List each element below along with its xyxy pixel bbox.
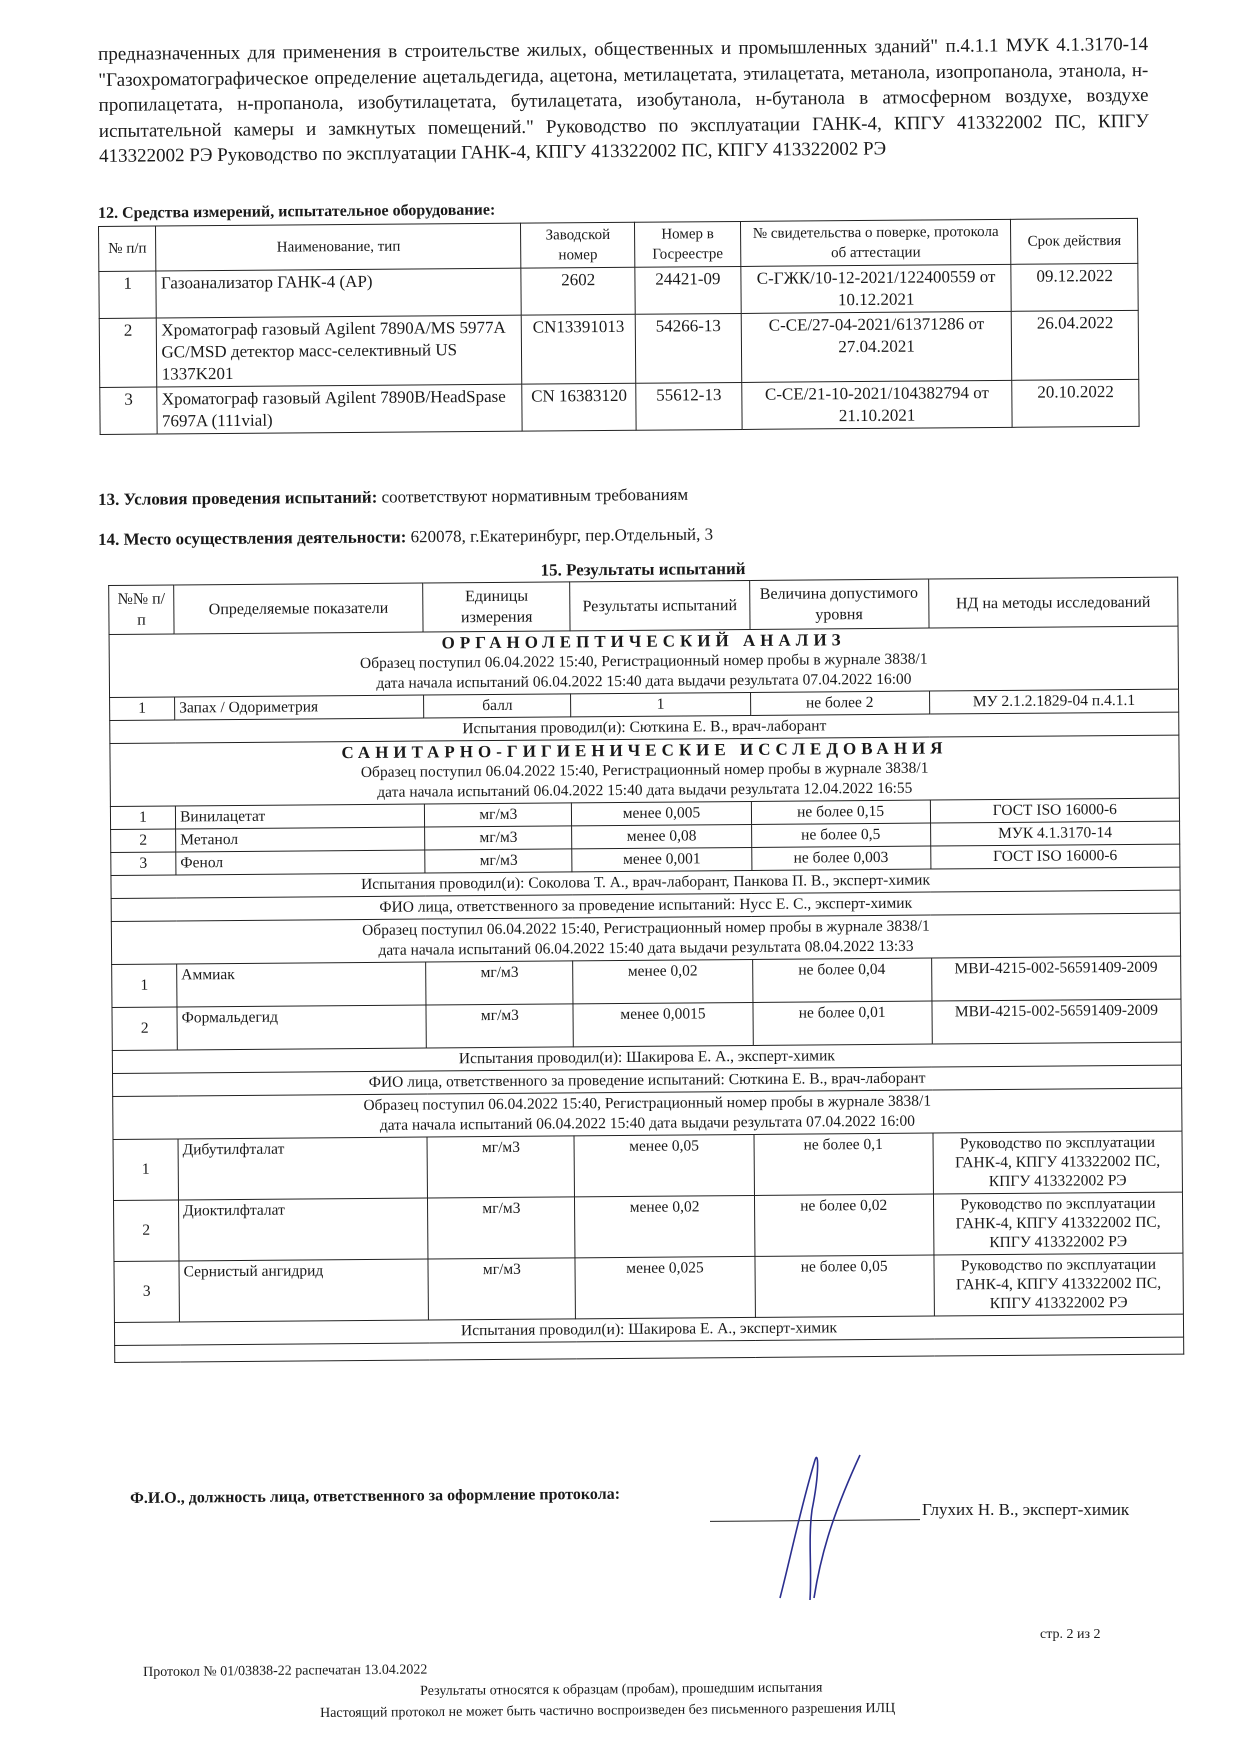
cell-result: менее 0,0015 — [573, 1002, 752, 1046]
handwritten-signature — [760, 1450, 870, 1600]
footer-note-reproduction: Настоящий протокол не может быть частично воспроизведен без письменного разрешения ИЛЦ — [320, 1700, 896, 1721]
cell-indicator: Метанол — [176, 827, 425, 852]
cell-method: Руководство по эксплуатации ГАНК-4, КПГУ 413322002 ПС, КПГУ 413322002 РЭ — [934, 1253, 1184, 1316]
cell-number: 1 — [113, 1139, 179, 1201]
cell-number: 1 — [112, 964, 177, 1008]
col-valid: Срок действия — [1011, 218, 1138, 264]
results-header-row — [109, 577, 1178, 634]
cell-number: 3 — [111, 852, 176, 876]
result-row — [113, 1192, 1182, 1261]
section-13-value: соответствуют нормативным требованиям — [381, 484, 689, 507]
signature-stroke — [814, 1455, 860, 1598]
cell-result: менее 0,005 — [572, 801, 751, 825]
signature-stroke — [780, 1457, 818, 1600]
cell-result: менее 0,08 — [572, 824, 751, 848]
cell-limit: не более 2 — [750, 691, 929, 715]
section-13 — [98, 485, 688, 510]
cell-name: Хроматограф газовый Agilent 7890B/HeadSpase 7697A (111vial) — [157, 384, 522, 434]
cell-indicator: Дибутилфталат — [178, 1137, 428, 1200]
col-result: Результаты испытаний — [570, 580, 750, 630]
sample-dates: дата начала испытаний 06.04.2022 15:40 дата выдачи результата 08.04.2022 13:33 — [378, 937, 914, 959]
cell-limit: не более 0,003 — [751, 846, 930, 870]
results-table — [108, 577, 1184, 1363]
cell-unit: балл — [424, 694, 571, 718]
footer-note-results: Результаты относятся к образцам (пробам), прошедшим испытания — [420, 1680, 823, 1699]
cell-limit: не более 0,15 — [751, 800, 930, 824]
sample-info-row — [109, 626, 1178, 697]
col-name: Наименование, тип — [156, 223, 521, 271]
sample-received: Образец поступил 06.04.2022 15:40, Регистрационный номер пробы в журнале 3838/1 — [363, 1092, 932, 1115]
cell-method: Руководство по эксплуатации ГАНК-4, КПГУ 413322002 ПС, КПГУ 413322002 РЭ — [933, 1192, 1183, 1255]
cell-indicator: Сернистый ангидрид — [179, 1259, 429, 1322]
cell-result: менее 0,025 — [575, 1256, 755, 1318]
cell-certificate: С-СЕ/21-10-2021/104382794 от 21.10.2021 — [742, 380, 1013, 429]
cell-valid: 26.04.2022 — [1012, 310, 1139, 380]
cell-result: менее 0,02 — [575, 1195, 755, 1257]
equipment-header-row — [99, 218, 1138, 271]
cell-unit: мг/м3 — [425, 849, 572, 873]
cell-limit: не более 0,02 — [754, 1194, 934, 1256]
cell-serial: CN 16383120 — [522, 383, 636, 431]
section-14-label: 14. Место осуществления деятельности: — [98, 527, 407, 549]
cell-number: 2 — [111, 829, 176, 853]
sample-info-cell — [109, 626, 1178, 697]
section-14-value: 620078, г.Екатеринбург, пер.Отдельный, 3 — [410, 524, 714, 547]
cell-unit: мг/м3 — [427, 1136, 575, 1198]
cell-method: МУК 4.1.3170-14 — [930, 821, 1179, 846]
sample-info-cell — [110, 735, 1179, 806]
cell-number: 3 — [114, 1261, 180, 1323]
cell-name: Газоанализатор ГАНК-4 (АР) — [156, 268, 521, 318]
cell-indicator: Диоктилфталат — [179, 1198, 429, 1261]
sample-received: Образец поступил 06.04.2022 15:40, Регистрационный номер пробы в журнале 3838/1 — [362, 917, 930, 940]
section-13-label: 13. Условия проведения испытаний: — [98, 487, 378, 509]
cell-method: ГОСТ ISO 16000-6 — [930, 798, 1179, 823]
cell-number: 1 — [110, 697, 175, 721]
section-12-title: 12. Средства измерений, испытательное оборудование: — [98, 201, 496, 222]
equipment-row — [99, 263, 1138, 318]
performed-by: Испытания проводил(и): Шакирова Е. А., эксперт-химик — [458, 1047, 835, 1068]
cell-certificate: С-СЕ/27-04-2021/61371286 от 27.04.2021 — [741, 311, 1012, 382]
col-certificate: № свидетельства о поверке, протокола об аттестации — [740, 219, 1011, 266]
cell-registry: 55612-13 — [636, 382, 742, 430]
cell-method: ГОСТ ISO 16000-6 — [930, 844, 1179, 869]
equipment-table — [98, 218, 1140, 435]
signature-label: Ф.И.О., должность лица, ответственного за оформление протокола: — [130, 1485, 621, 1507]
responsible-person: ФИО лица, ответственного за проведение испытаний: Нусс Е. С., эксперт-химик — [379, 894, 913, 916]
cell-unit: мг/м3 — [425, 826, 572, 850]
cell-valid: 09.12.2022 — [1011, 263, 1138, 311]
cell-registry: 24421-09 — [635, 266, 741, 314]
col-registry: Номер в Госреестре — [635, 221, 741, 267]
cell-limit: не более 0,1 — [754, 1133, 934, 1195]
col-indicator: Определяемые показатели — [174, 583, 424, 634]
col-number: №№ п/п — [109, 585, 174, 635]
cell-valid: 20.10.2022 — [1012, 379, 1139, 427]
section-14 — [98, 525, 713, 550]
cell-number: 3 — [100, 387, 158, 434]
cell-unit: мг/м3 — [428, 1197, 576, 1259]
page-number: стр. 2 из 2 — [1040, 1627, 1101, 1642]
cell-limit: не более 0,5 — [751, 823, 930, 847]
cell-limit: не более 0,05 — [755, 1255, 935, 1317]
col-serial: Заводской номер — [521, 222, 635, 268]
cell-limit: не более 0,01 — [753, 1001, 932, 1045]
sample-dates: дата начала испытаний 06.04.2022 15:40 дата выдачи результата 07.04.2022 16:00 — [379, 1112, 916, 1134]
responsible-person: ФИО лица, ответственного за проведение испытаний: Сюткина Е. В., врач-лаборант — [368, 1069, 926, 1091]
col-unit: Единицы измерения — [423, 582, 571, 632]
group-heading: САНИТАРНО-ГИГИЕНИЧЕСКИЕ ИССЛЕДОВАНИЯ — [341, 738, 948, 763]
cell-number: 2 — [112, 1007, 177, 1051]
performed-by: Испытания проводил(и): Сюткина Е. В., врач-лаборант — [462, 717, 827, 738]
group-heading: ОРГАНОЛЕПТИЧЕСКИЙ АНАЛИЗ — [441, 630, 846, 653]
col-number: № п/п — [99, 226, 157, 271]
cell-number: 2 — [113, 1200, 179, 1262]
cell-result: менее 0,05 — [574, 1134, 754, 1196]
cell-method: МВИ-4215-002-56591409-2009 — [932, 999, 1182, 1044]
cell-method: Руководство по эксплуатации ГАНК-4, КПГУ 413322002 ПС, КПГУ 413322002 РЭ — [933, 1131, 1183, 1194]
result-row — [113, 1131, 1182, 1200]
cell-name: Хроматограф газовый Agilent 7890A/MS 5977A GC/MSD детектор масс-селективный US 1337K201 — [157, 315, 522, 387]
sample-dates: дата начала испытаний 06.04.2022 15:40 дата выдачи результата 12.04.2022 16:55 — [377, 779, 913, 801]
cell-registry: 54266-13 — [635, 313, 741, 383]
sample-received: Образец поступил 06.04.2022 15:40, Регистрационный номер пробы в журнале 3838/1 — [360, 759, 929, 782]
results-section — [108, 556, 1184, 1363]
cell-indicator: Винилацетат — [175, 804, 424, 829]
cell-unit: мг/м3 — [425, 803, 572, 827]
cell-method: МУ 2.1.2.1829-04 п.4.1.1 — [929, 689, 1178, 714]
sample-info-row — [110, 735, 1179, 806]
cell-certificate: С-ГЖК/10-12-2021/122400559 от 10.12.2021 — [741, 264, 1012, 313]
sample-received: Образец поступил 06.04.2022 15:40, Регистрационный номер пробы в журнале 3838/1 — [359, 650, 928, 673]
cell-unit: мг/м3 — [426, 961, 573, 1005]
cell-number: 2 — [99, 318, 157, 387]
cell-number: 1 — [110, 806, 175, 830]
sample-dates: дата начала испытаний 06.04.2022 15:40 дата выдачи результата 07.04.2022 16:00 — [376, 670, 912, 692]
cell-method: МВИ-4215-002-56591409-2009 — [931, 956, 1181, 1001]
cell-unit: мг/м3 — [428, 1258, 576, 1320]
intro-paragraph: предназначенных для применения в строительстве жилых, общественных и промышленных зданий" п.4.1.1 МУК 4.1.3170-14 "Газохроматографическое определение ацетальдегида, ацетона, метилацетата, этилацетата, метанола, изопропанола, этанола, н-пропилацетата, н-пропанола, изобутилацетата, бутилацетата, изобутанола, н-бутанола в атмосферном воздухе, воздухе испытательной камеры и замкнутых помещений." Руководство по эксплуатации ГАНК-4, КПГУ 413322002 ПС, КПГУ 413322002 РЭ Руководство по эксплуатации ГАНК-4, КПГУ 413322002 ПС, КПГУ 413322002 РЭ — [98, 33, 1149, 167]
cell-limit: не более 0,04 — [752, 958, 931, 1002]
cell-number: 1 — [99, 271, 157, 318]
cell-serial: CN13391013 — [521, 314, 635, 384]
cell-indicator: Запах / Одориметрия — [175, 695, 424, 720]
responsible-name: Глухих Н. В., эксперт-химик — [922, 1500, 1130, 1519]
cell-result: менее 0,001 — [572, 847, 751, 871]
cell-indicator: Фенол — [176, 850, 425, 875]
performed-by: Испытания проводил(и): Шакирова Е. А., эксперт-химик — [460, 1319, 838, 1340]
cell-indicator: Аммиак — [177, 962, 427, 1007]
cell-unit: мг/м3 — [426, 1004, 573, 1048]
cell-indicator: Формальдегид — [177, 1005, 427, 1050]
results-title: 15. Результаты испытаний — [540, 558, 746, 580]
cell-serial: 2602 — [521, 267, 635, 315]
equipment-row — [100, 379, 1139, 434]
col-limit: Величина допустимого уровня — [749, 579, 929, 629]
performed-by: Испытания проводил(и): Соколова Т. А., врач-лаборант, Панкова П. В., эксперт-химик — [360, 871, 931, 894]
cell-result: менее 0,02 — [573, 959, 752, 1003]
equipment-row — [99, 310, 1139, 387]
result-row — [114, 1253, 1183, 1322]
cell-result: 1 — [571, 692, 750, 716]
protocol-number: Протокол № 01/03838-22 распечатан 13.04.2022 — [143, 1662, 428, 1680]
col-method: НД на методы исследований — [928, 577, 1178, 628]
